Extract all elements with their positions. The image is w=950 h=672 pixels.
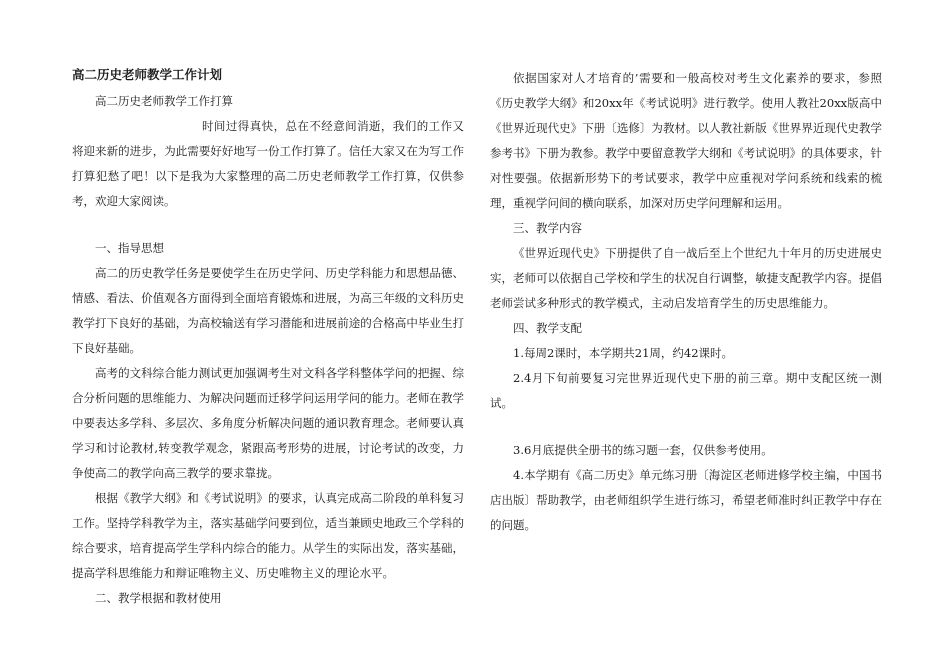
section3-paragraph: 《世界近现代史》下册提供了自一战后至上个世纪九十年月的历史进展史实，老师可以依据自己学校和学生的状况自行调整，敏捷支配教学内容。提倡老师尝试多种形式的教学模式，主动启发培育学生的历史思维能力。 <box>490 246 882 310</box>
section1-paragraph-1: 高二的历史教学任务是要使学生在历史学问、历史学科能力和思想品德、情感、看法、价值观各方面得到全面培育锻炼和进展，为高三年级的文科历史教学打下良好的基础，为高校输送有学习潜能和进展前途的合格高中毕业生打下良好基础。 <box>72 266 464 355</box>
arrangement-item-4: 4.本学期有《高二历史》单元练习册〔海淀区老师进修学校主编，中国书店出版〕帮助教学，由老师组织学生进行练习，希望老师准时纠正教学中存在的问题。 <box>490 468 882 532</box>
arrangement-item-2: 2.4月下旬前要复习完世界近现代史下册的前三章。期中支配区统一测试。 <box>490 371 882 410</box>
section2-paragraph: 依据国家对人才培育的’需要和一般高校对考生文化素养的要求，参照《历史教学大纲》和20xx年《考试说明》进行教学。使用人教社20xx版高中《世界近现代史》下册〔选修〕为教材。以人教社新版《世界界近现代史教学参考书》下册为教参。教学中要留意教学大纲和《考试说明》的具体要求，针对性要强。依据新形势下的考试要求，教学中应重视对学问系统和线索的梳理，重视学问间的横向联系，加深对历史学问理解和运用。 <box>490 71 882 210</box>
right-column <box>490 66 882 538</box>
section-heading-teaching-arrangement: 四、教学支配 <box>513 321 582 335</box>
section-heading-teaching-basis: 二、教学根据和教材使用 <box>95 591 222 605</box>
section1-paragraph-2: 高考的文科综合能力测试更加强调考生对文科各学科整体学问的把握、综合分析问题的思维能力、为解决问题而迁移学问运用学问的能力。老师在教学中要表达多学科、多层次、多角度分析解决问题的通识教育理念。老师要认真学习和讨论教材,转变教学观念，紧跟高考形势的进展，讨论考试的改变，力争使高二的教学向高三教学的要求靠拢。 <box>72 366 464 480</box>
spacer <box>72 214 464 236</box>
intro-paragraph: 时间过得真快，总在不经意间消逝，我们的工作又将迎来新的进步，为此需要好好地写一份工作打算了。信任大家又在为写工作打算犯愁了吧！以下是我为大家整理的高二历史老师教学工作打算，仅供参考，欢迎大家阅读。 <box>72 119 464 208</box>
spacer <box>490 416 882 438</box>
left-column <box>72 66 464 611</box>
arrangement-item-3: 3.6月底提供全册书的练习题一套，仅供参考使用。 <box>513 443 773 457</box>
section-heading-guiding-ideology: 一、指导思想 <box>95 241 164 255</box>
document-title: 高二历史老师教学工作计划 <box>72 67 223 82</box>
document-subtitle: 高二历史老师教学工作打算 <box>95 94 233 108</box>
section1-paragraph-3: 根据《教学大纲》和《考试说明》的要求，认真完成高二阶段的单科复习工作。坚持学科教学为主，落实基础学问要到位，适当兼顾史地政三个学科的综合要求，培育提高学生学科内综合的能力。从学生的实际出发，落实基础，提高学科思维能力和辩证唯物主义、历史唯物主义的理论水平。 <box>72 491 464 580</box>
section-heading-teaching-content: 三、教学内容 <box>513 221 582 235</box>
arrangement-item-1: 1.每周2课时，本学期共21周，约42课时。 <box>513 346 734 360</box>
